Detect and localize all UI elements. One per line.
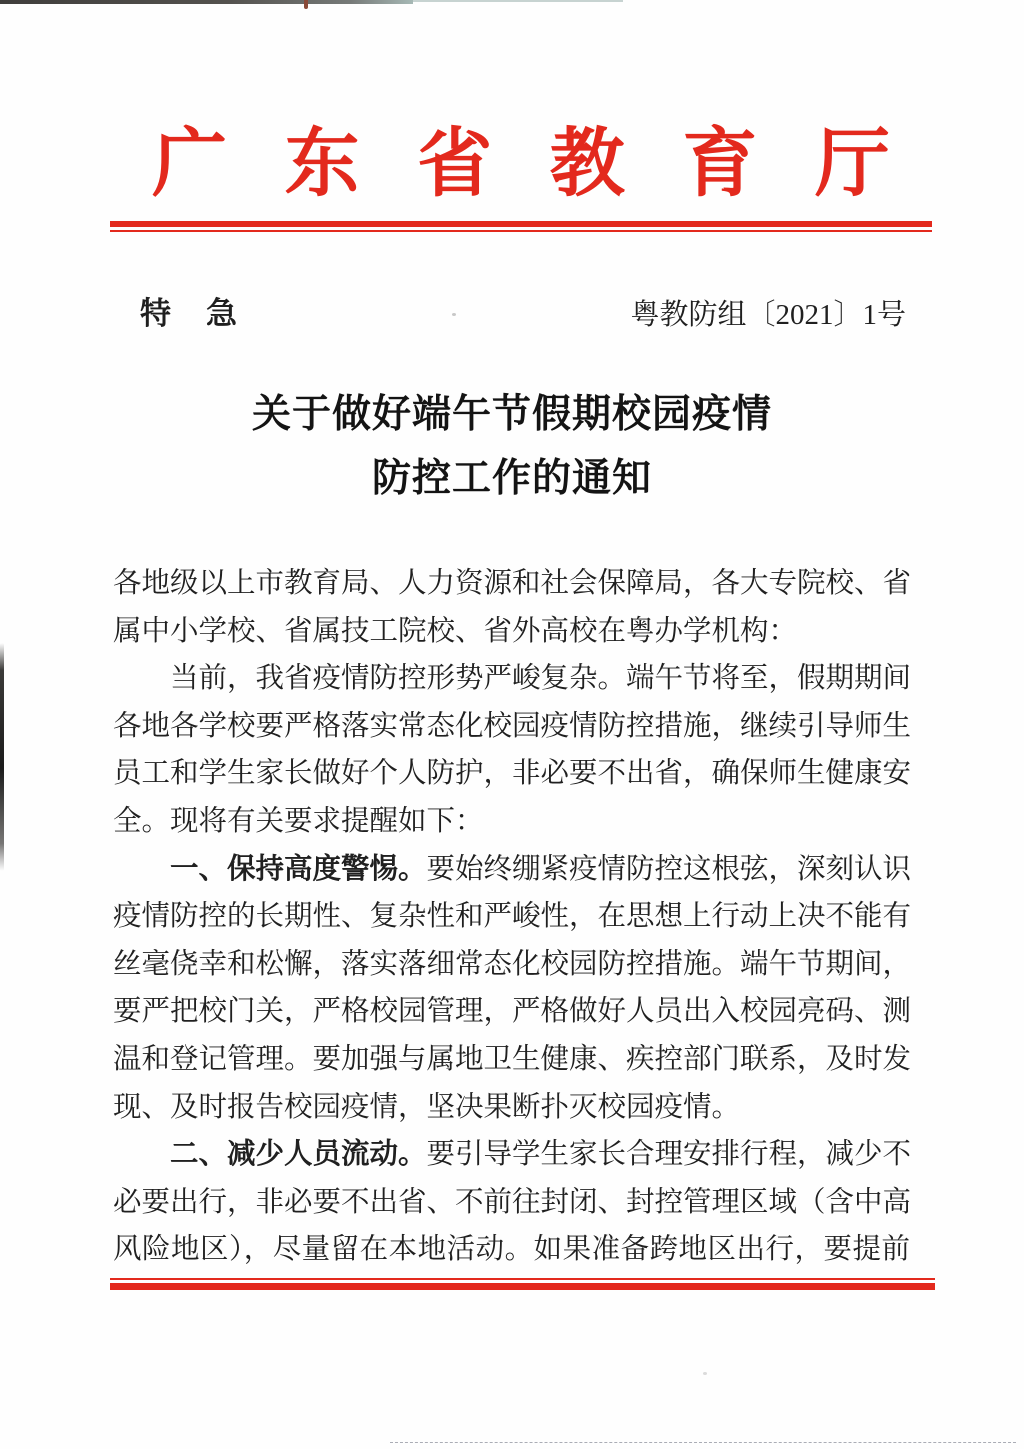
scan-artifact-bottom-line	[390, 1442, 1016, 1443]
body-line: 疫情防控的长期性、复杂性和严峻性，在思想上行动上决不能有	[113, 901, 912, 933]
body-line: 现、及时报告校园疫情，坚决果断扑灭校园疫情。	[113, 1091, 741, 1123]
urgency-label: 特 急	[140, 296, 239, 331]
document-number: 粤教防组〔2021〕1号	[630, 299, 906, 331]
body-line: 员工和学生家长做好个人防护，非必要不出省，确保师生健康安	[113, 758, 912, 790]
scan-artifact-red-tick	[304, 0, 308, 9]
body-line: 一、保持高度警惕。要始终绷紧疫情防控这根弦，深刻认识	[170, 852, 912, 885]
agency-char: 教	[549, 123, 625, 206]
red-separator-top	[110, 221, 932, 232]
body-line: 各地级以上市教育局、人力资源和社会保障局，各大专院校、省	[113, 568, 912, 599]
red-rule-thick	[110, 221, 932, 227]
scan-artifact-left-streak	[0, 643, 4, 871]
scan-artifact-top-edge-light	[413, 0, 623, 2]
document-title-line-1: 关于做好端午节假期校园疫情	[251, 393, 772, 436]
red-separator-bottom	[110, 1278, 935, 1290]
body-line: 二、减少人员流动。要引导学生家长合理安排行程，减少不	[170, 1138, 912, 1171]
body-line: 各地各学校要严格落实常态化校园疫情防控措施，继续引导师生	[113, 710, 912, 742]
scan-artifact-top-edge	[0, 0, 413, 4]
document-title-line-2: 防控工作的通知	[371, 457, 652, 500]
red-rule-thin	[110, 230, 932, 232]
agency-char: 东	[284, 123, 360, 206]
agency-char: 育	[682, 123, 758, 206]
document-title	[0, 383, 1024, 511]
body-line: 温和登记管理。要加强与属地卫生健康、疾控部门联系，及时发	[113, 1043, 912, 1075]
body-line: 风险地区），尽量留在本地活动。如果准备跨地区出行，要提前	[113, 1234, 910, 1266]
body-line: 要严把校门关，严格校园管理，严格做好人员出入校园亮码、测	[113, 996, 912, 1028]
body-line: 丝毫侥幸和松懈，落实落细常态化校园防控措施。端午节期间，	[113, 948, 912, 980]
body-line: 当前，我省疫情防控形势严峻复杂。端午节将至，假期期间	[170, 663, 912, 695]
body-line: 全。现将有关要求提醒如下：	[113, 805, 484, 837]
meta-row	[140, 288, 906, 333]
scan-artifact-speck	[703, 1372, 707, 1375]
document-body	[113, 560, 910, 1274]
agency-masthead	[152, 123, 890, 206]
agency-char: 广	[152, 123, 228, 206]
red-rule-thin	[110, 1278, 935, 1280]
body-line: 属中小学校、省属技工院校、省外高校在粤办学机构：	[113, 615, 798, 647]
agency-char: 省	[417, 123, 493, 206]
body-line: 必要出行，非必要不出省、不前往封闭、封控管理区域（含中高	[113, 1186, 912, 1218]
agency-char: 厅	[814, 123, 890, 206]
red-rule-thick	[110, 1283, 935, 1290]
